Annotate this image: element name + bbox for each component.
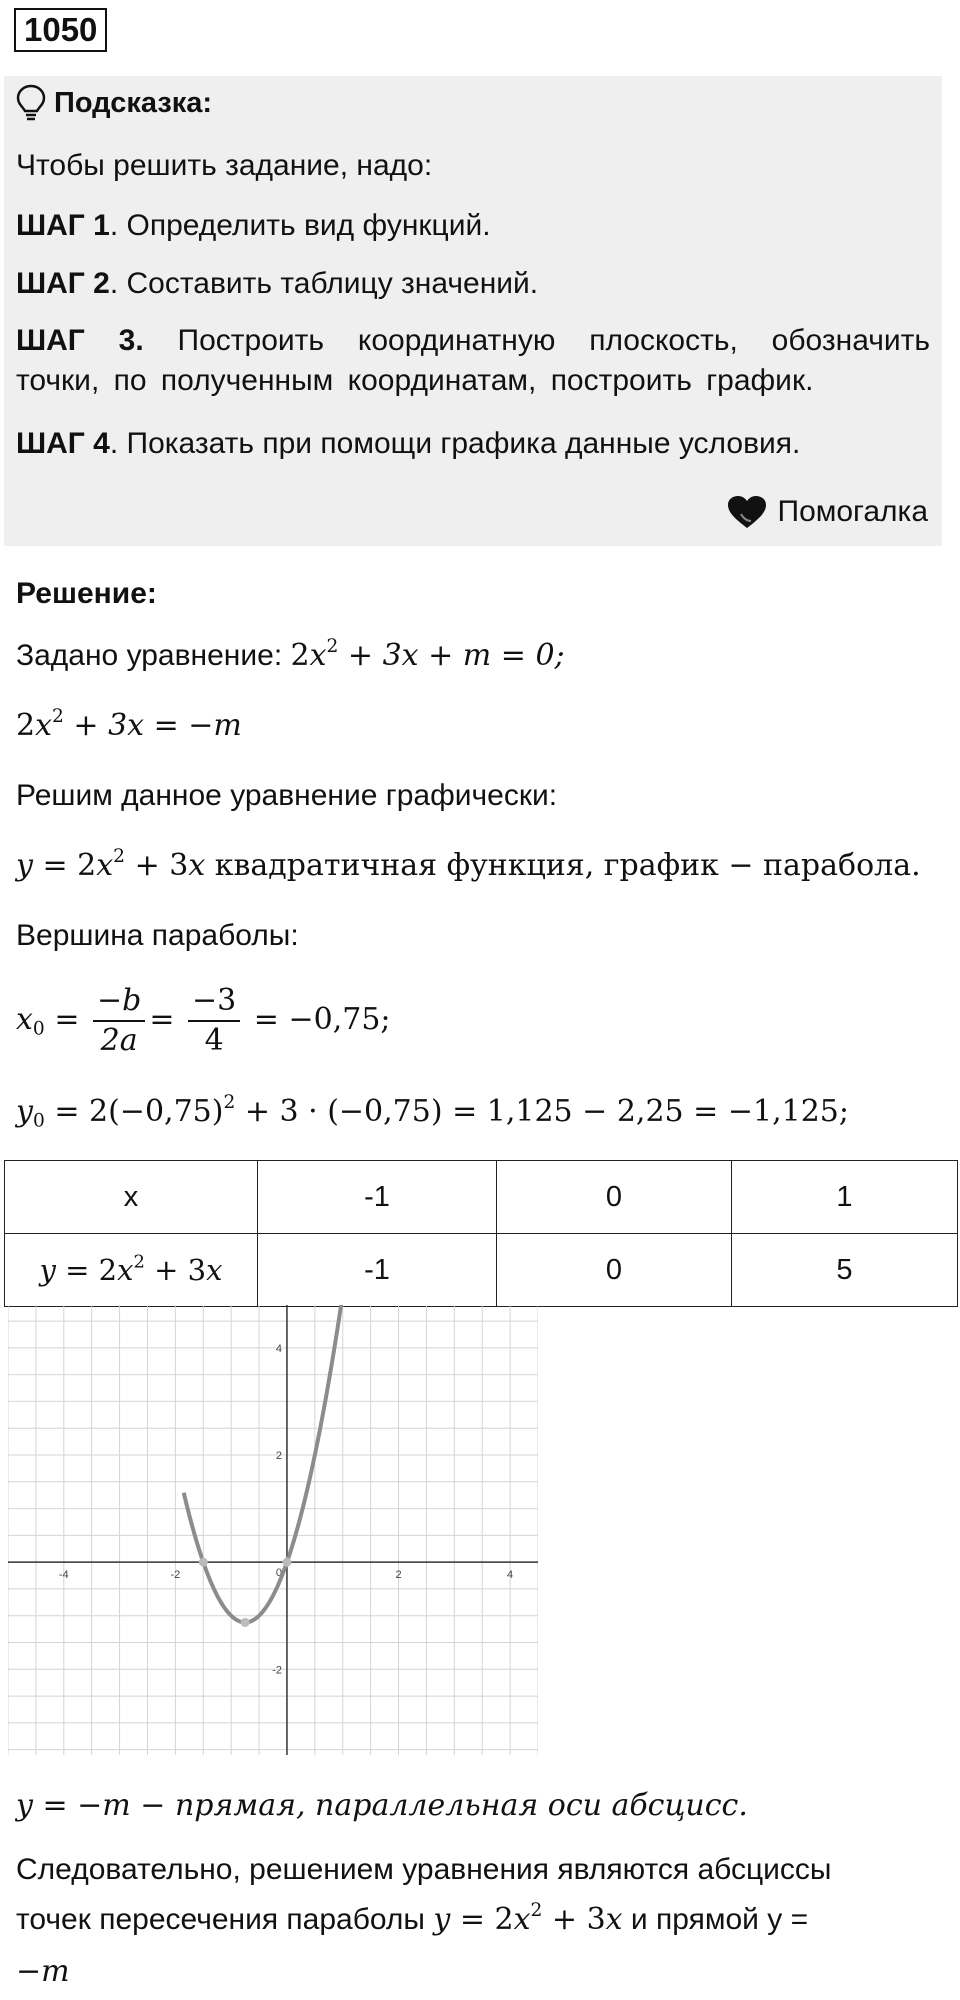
given-eq: $2x^2 + 3x + m = 0$; bbox=[290, 635, 565, 673]
hint-step-3-text: Построить координатную плоскость, обозначить точки, по полученным координатам, построить график. bbox=[16, 324, 930, 397]
hint-step-2 bbox=[16, 264, 930, 304]
hint-step-4 bbox=[16, 424, 930, 464]
x-tick-label: -2 bbox=[170, 1569, 181, 1582]
x0-formula: $x_0$ = $\frac{-b}{2a}$ = $\frac{-3}{4}$ = −0,75; bbox=[16, 983, 391, 1058]
parabola-curve bbox=[184, 1305, 345, 1622]
given-eq-tail: + 3x + m = 0; bbox=[338, 638, 565, 673]
table-cell: 5 bbox=[732, 1234, 958, 1307]
x0-result: = −0,75; bbox=[244, 1002, 391, 1037]
y-tick-label: -2 bbox=[272, 1664, 282, 1677]
hint-step-3 bbox=[16, 321, 930, 401]
rearranged-equation: $2x^2 + 3x = -m$ bbox=[16, 705, 242, 743]
parabola-graph bbox=[8, 1305, 538, 1755]
hint-step-3-label: ШАГ 3. bbox=[16, 324, 144, 357]
hint-step-2-text: . Составить таблицу значений. bbox=[109, 267, 539, 300]
graph-point bbox=[199, 1558, 208, 1567]
table-cell: 0 bbox=[497, 1161, 732, 1234]
hint-box bbox=[4, 76, 942, 546]
hint-step-2-label: ШАГ 2 bbox=[16, 267, 110, 300]
x-tick-label: -4 bbox=[58, 1569, 69, 1582]
table-cell: -1 bbox=[258, 1234, 497, 1307]
y0-formula: $y_0 = 2(-0,75)^2 + 3 \cdot (-0,75) = 1,125 - 2,25 = -1,125$; bbox=[16, 1091, 849, 1132]
function-line: $y = 2x^2 + 3x$ квадратичная функция, график − парабола. bbox=[16, 845, 921, 883]
table-cell: -1 bbox=[258, 1161, 497, 1234]
origin-label: 0 bbox=[275, 1567, 282, 1580]
conclusion-2b: и прямой y = bbox=[630, 1903, 809, 1936]
x-tick-label: 4 bbox=[507, 1569, 514, 1582]
conclusion-line-2: точек пересечения параболы $y = 2x^2 + 3x$ и прямой y = bbox=[16, 1899, 809, 1937]
pomogalka-label: Помогалка bbox=[777, 495, 928, 528]
task-number: 1050 bbox=[14, 8, 107, 52]
values-table bbox=[4, 1160, 958, 1307]
hint-step-1-label: ШАГ 1 bbox=[16, 209, 110, 242]
graph-intro: Решим данное уравнение графически: bbox=[16, 779, 558, 812]
hint-step-4-text: . Показать при помощи графика данные условия. bbox=[109, 427, 801, 460]
table-header-x: x bbox=[5, 1161, 258, 1234]
vertex-label: Вершина параболы: bbox=[16, 919, 299, 952]
table-row bbox=[5, 1234, 958, 1307]
rearranged-tail: + 3x = −m bbox=[63, 708, 242, 743]
hint-step-4-label: ШАГ 4 bbox=[16, 427, 110, 460]
lightbulb-icon bbox=[16, 84, 46, 122]
solution-heading bbox=[16, 574, 157, 614]
x0-fraction-1 bbox=[93, 982, 145, 1060]
hint-title-label: Подсказка: bbox=[54, 86, 213, 119]
hint-title bbox=[16, 84, 212, 122]
hint-step-1 bbox=[16, 206, 930, 246]
conclusion-line-3: −m bbox=[16, 1954, 70, 1989]
y0-tail: + 3 · (−0,75) = 1,125 − 2,25 = −1,125; bbox=[235, 1094, 849, 1129]
conclusion-2a: точек пересечения параболы bbox=[16, 1903, 425, 1936]
hint-step-1-text: . Определить вид функций. bbox=[109, 209, 491, 242]
table-cell: 0 bbox=[497, 1234, 732, 1307]
function-description: квадратичная функция, график − парабола. bbox=[205, 848, 921, 883]
graph-point bbox=[241, 1618, 250, 1627]
solution-heading-text: Решение: bbox=[16, 577, 157, 610]
x-tick-label: 2 bbox=[395, 1569, 402, 1582]
line-statement: y = −m − прямая, параллельная оси абсцисс. bbox=[16, 1788, 748, 1823]
table-cell: 1 bbox=[732, 1161, 958, 1234]
x0-frac1-den: 2a bbox=[100, 1023, 138, 1058]
given-equation bbox=[16, 636, 565, 676]
conclusion-line-1: Следовательно, решением уравнения являются абсциссы bbox=[16, 1853, 832, 1886]
hint-intro: Чтобы решить задание, надо: bbox=[16, 149, 433, 182]
given-label: Задано уравнение: bbox=[16, 639, 283, 672]
graph-point bbox=[282, 1558, 291, 1567]
x0-frac2-den: 4 bbox=[204, 1023, 224, 1058]
y-tick-label: 2 bbox=[275, 1450, 282, 1462]
table-header-y: $y = 2x^2 + 3x$ bbox=[5, 1234, 258, 1307]
table-row bbox=[5, 1161, 958, 1234]
x0-fraction-2 bbox=[188, 982, 240, 1060]
heart-icon bbox=[726, 494, 768, 530]
pomogalka-link[interactable] bbox=[726, 494, 929, 530]
x0-frac2-num: −3 bbox=[188, 982, 240, 1022]
y-tick-label: 4 bbox=[275, 1342, 282, 1355]
x0-frac1-num: −b bbox=[93, 982, 145, 1022]
